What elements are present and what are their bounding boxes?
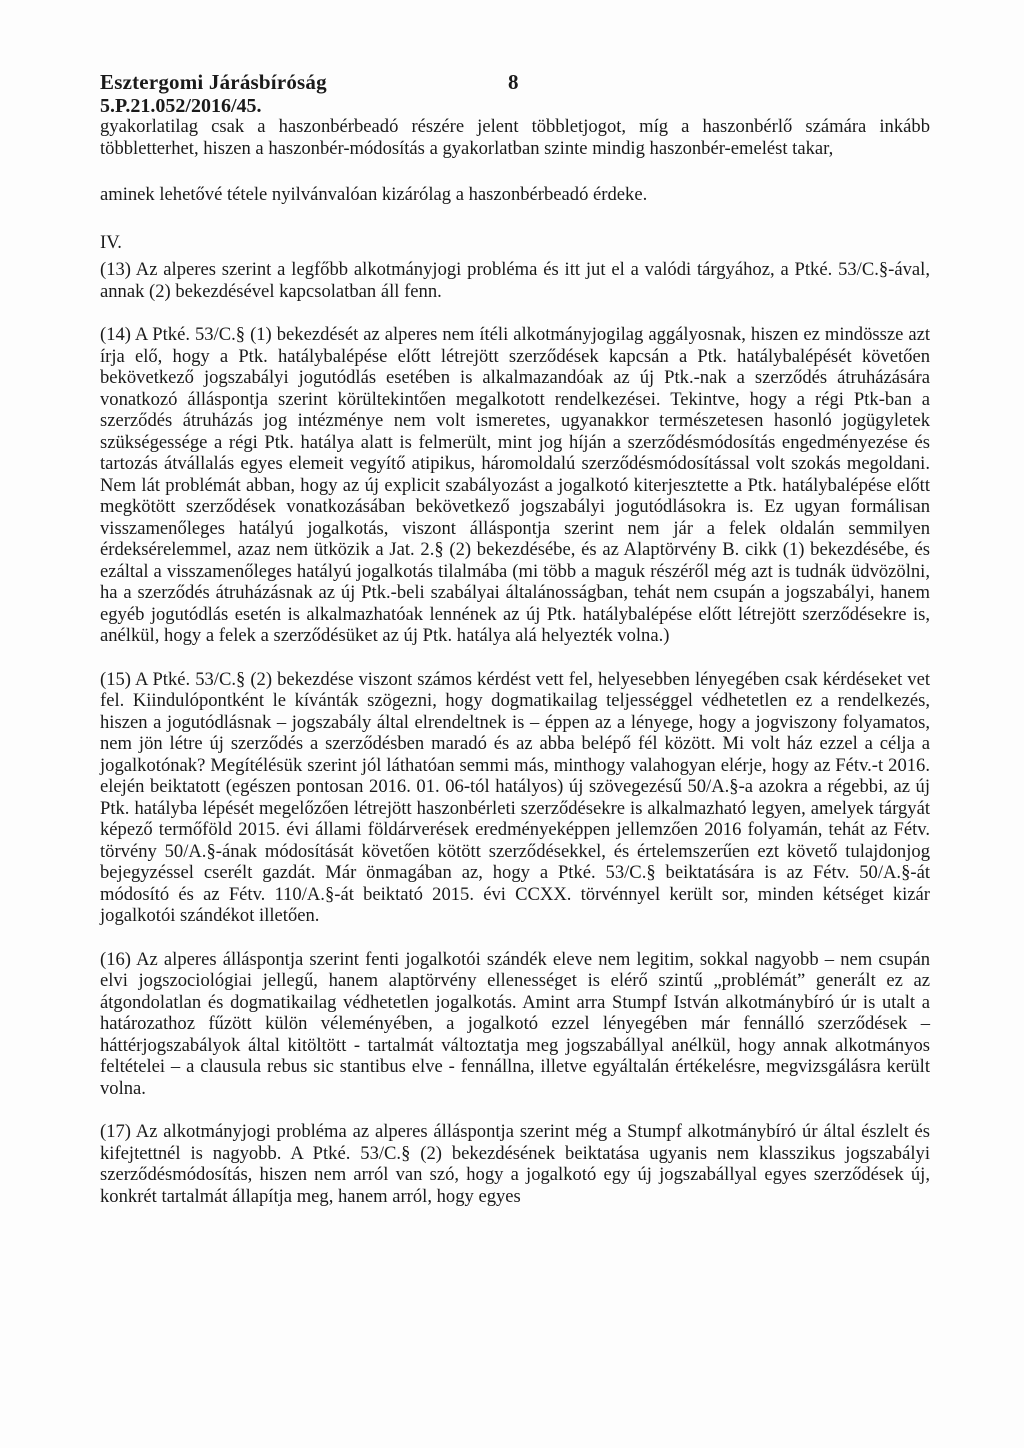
page-header [100,70,940,117]
paragraph-15: (15) A Ptké. 53/C.§ (2) bekezdése viszont számos kérdést vett fel, helyesebben lényegében csak kérdéseket vet fel. Kiindulópontként le kívánták szögezni, hogy dogmatikailag teljességgel védhetetlen ez a rendelkezés, hiszen a jogutódlásnak – jogszabály által elrendeltnek is – éppen az a lényege, hogy a jogviszony folyamatos, nem jön létre új szerződés a szerződésben maradó és az abba belépő fél között. Mi volt ház ezzel a célja a jogalkotónak? Megítélésük szerint jól láthatóan semmi más, minthogy valahogyan elérje, hogy az Fétv.-t 2016. elején beiktatott (egészen pontosan 2016. 01. 06-tól hatályos) új szövegezésű 50/A.§-a azokra a régebbi, az új Ptk. hatályba lépését megelőzően létrejött haszonbérleti szerződésekre is alkalmazható legyen, amelyek tárgyát képező termőföld 2015. évi állami földárverések eredményeképpen jellemzően 2016 folyamán, tehát az Fétv. törvény 50/A.§-ának módosítását követően kötött szerződésekkel, és értelemszerűen ezt követő tulajdonjog bejegyzéssel cserélt gazdát. Már önmagában az, hogy a Ptké. 53/C.§ beiktatására is az Fétv. 50/A.§-át módosító és az Fétv. 110/A.§-át beiktató 2015. évi CCXX. törvénnyel került sor, minden kétséget kizár jogalkotói szándékot illetően. [100,668,930,926]
document-body [100,116,930,1207]
case-number: 5.P.21.052/2016/45. [100,95,262,117]
paragraph-13: (13) Az alperes szerint a legfőbb alkotmányjogi probléma és itt jut el a valódi tárgyához, a Ptké. 53/C.§-ával, annak (2) bekezdésével kapcsolatban áll fenn. [100,259,930,302]
paragraph-14: (14) A Ptké. 53/C.§ (1) bekezdését az alperes nem ítéli alkotmányjogilag aggályosnak, hiszen ez mindössze azt írja elő, hogy a Ptk. hatálybalépése előtt létrejött szerződések kapcsán a Ptk. hatálybalépését követően bekövetkező jogszabályi jogutódlás esetében is alkalmazandóak az új Ptk.-nak a szerződés átruházására vonatkozó álláspontja szerint körültekintően megalkotott rendelkezései. Tekintve, hogy a régi Ptk-ban a szerződés átruházás jog intézménye nem volt ismeretes, ugyanakkor természetesen hasonló jogügyletek szükségessége a régi Ptk. hatálya alatt is felmerült, mint jog híján a szerződésmódosítás engedményezése és tartozás átvállalás egyes elemeit vegyítő atipikus, háromoldalú szerződésmódosítással volt szokás megoldani. Nem lát problémát abban, hogy az új explicit szabályozást a jogalkotó kiterjesztette a Ptk. hatálybalépése előtt megkötött szerződések vonatkozásában bekövetkező jogszabályi jogutódlásokra is. Ez ugyan formálisan visszamenőleges hatályú jogalkotás, viszont álláspontja szerint nem jár a felek oldalán semmilyen érdeksérelemmel, azaz nem ütközik a Jat. 2.§ (2) bekezdésébe, és az Alaptörvény B. cikk (1) bekezdésébe, és ezáltal a visszamenőleges hatályú jogalkotás tilalmába (mi több a maguk részéről még azt is tudnák üdvözölni, ha a szerződés átruházásnak az új Ptk.-beli szabályai általánosságban, tehát nem csupán a jogszabályi, hanem egyéb jogutódlás esetén is alkalmazhatóak lennének az új Ptk. hatálybalépése előtt létrejött szerződésekre is, anélkül, hogy a felek a szerződésüket az új Ptk. hatálya alá helyezték volna.) [100,324,930,646]
court-name: Esztergomi Járásbíróság [100,70,327,94]
paragraph-intro-continuation: gyakorlatilag csak a haszonbérbeadó részére jelent többletjogot, míg a haszonbérlő számára inkább többletterhet, hiszen a haszonbér-módosítás a gyakorlatban szinte mindig haszonbér-emelést takar, [100,116,930,159]
page-number: 8 [508,70,519,94]
paragraph-17: (17) Az alkotmányjogi probléma az alperes álláspontja szerint még a Stumpf alkotmánybíró úr által észlelt és kifejtettnél is nagyobb. A Ptké. 53/C.§ (2) bekezdésének beiktatása ugyanis nem klasszikus jogszabályi szerződésmódosítás, hiszen nem arról van szó, hogy a jogalkotó egy új jogszabállyal egyes szerződések új, konkrét tartalmát állapítja meg, hanem arról, hogy egyes [100,1121,930,1207]
paragraph-16: (16) Az alperes álláspontja szerint fenti jogalkotói szándék eleve nem legitim, sokkal nagyobb – nem csupán elvi jogszociológiai jellegű, hanem alaptörvény ellenességet is elérő szintű „problémát” generált ez az átgondolatlan és dogmatikailag védhetetlen jogalkotás. Amint arra Stumpf István alkotmánybíró úr is utalt a határozathoz fűzött külön véleményében, a jogalkotó ezzel lényegében már fennálló szerződések – háttérjogszabályok által kitöltött - tartalmát változtatja meg jogszabállyal anélkül, hogy annak alkotmányos feltételei – a clausula rebus sic stantibus elve - fennállna, illetve egyáltalán értékelésre, megvizsgálásra került volna. [100,948,930,1099]
section-heading: IV. [100,231,122,253]
paragraph-intro-end: aminek lehetővé tétele nyilvánvalóan kizárólag a haszonbérbeadó érdeke. [100,184,648,205]
